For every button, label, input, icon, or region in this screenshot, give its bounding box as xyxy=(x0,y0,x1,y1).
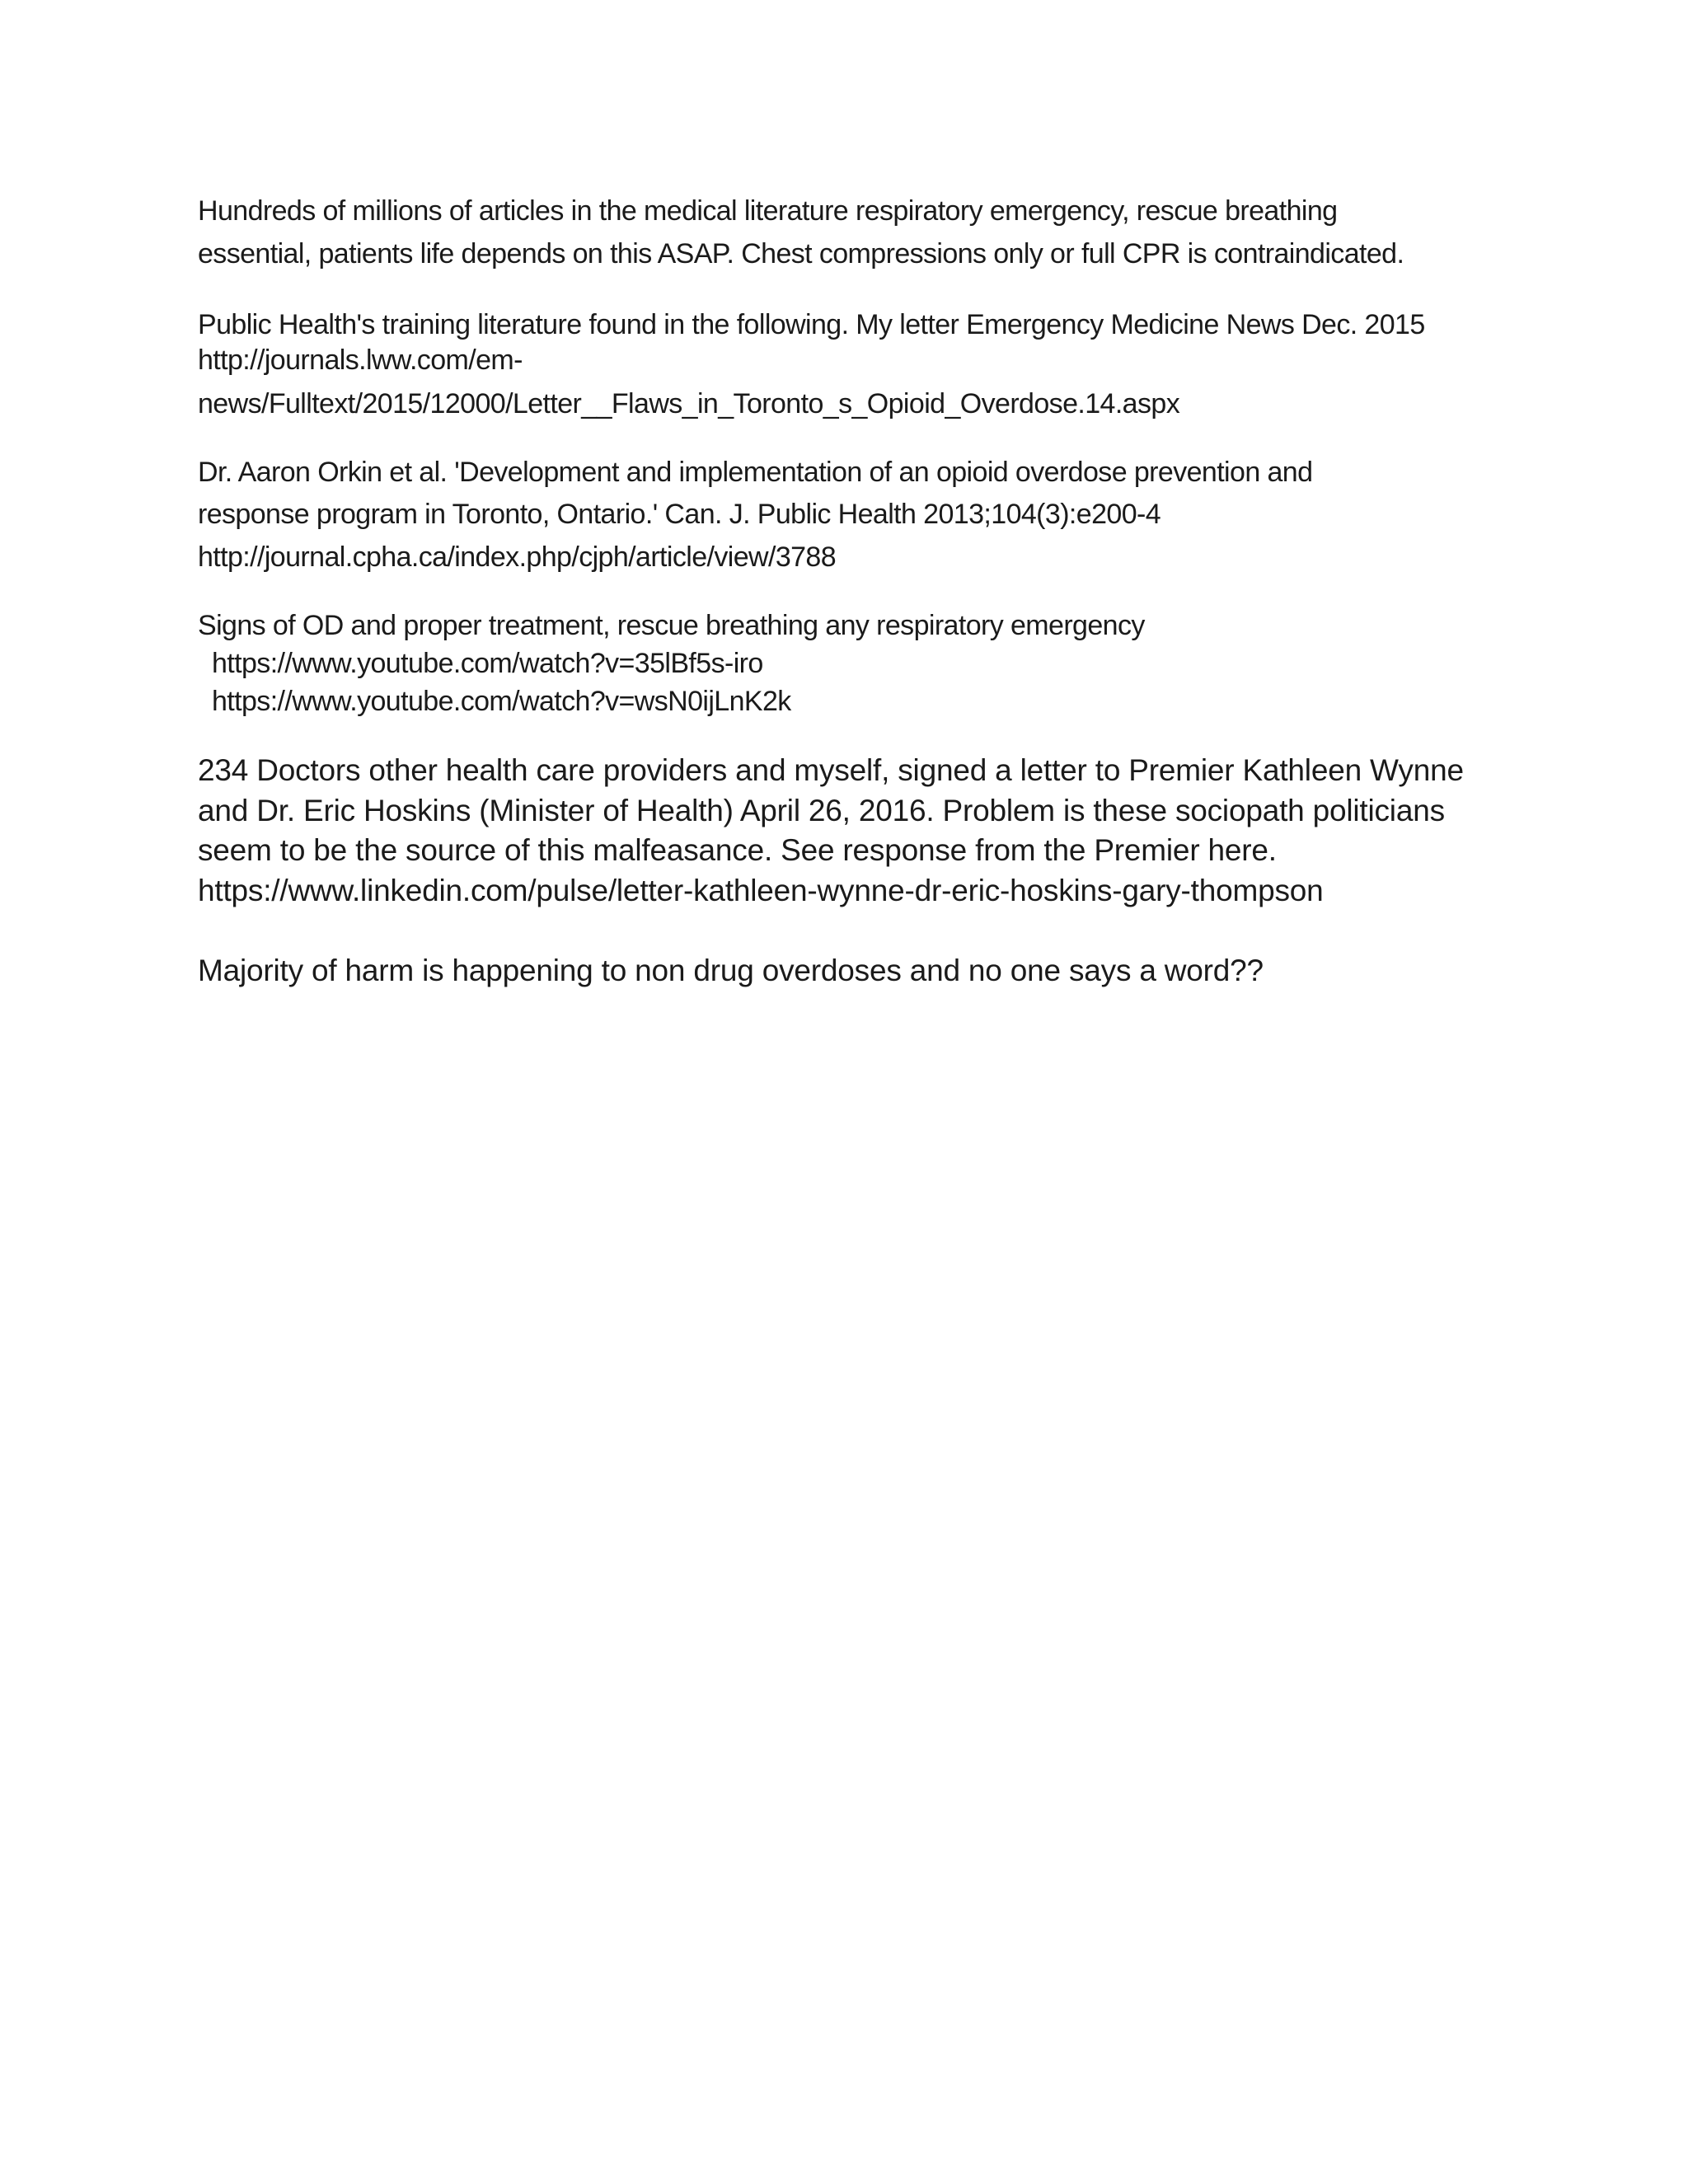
body-text-line: Dr. Aaron Orkin et al. 'Development and implementation of an opioid overdose prevention and xyxy=(198,457,1313,488)
url-text: http://journal.cpha.ca/index.php/cjph/article/view/3788 xyxy=(198,541,837,573)
url-text: https://www.youtube.com/watch?v=wsN0ijLnK2k xyxy=(212,686,791,717)
body-text-line: Public Health's training literature found in the following. My letter Emergency Medicine News Dec. 2015 xyxy=(198,309,1425,340)
body-text-line: seem to be the source of this malfeasance. See response from the Premier here. xyxy=(198,833,1277,867)
url-text: http://journals.lww.com/em- xyxy=(198,344,523,376)
url-text: https://www.youtube.com/watch?v=35lBf5s-iro xyxy=(212,648,763,679)
body-text-line: 234 Doctors other health care providers and myself, signed a letter to Premier Kathleen Wynne xyxy=(198,753,1464,787)
body-text-line: and Dr. Eric Hoskins (Minister of Health) April 26, 2016. Problem is these sociopath politicians xyxy=(198,794,1445,827)
url-text: news/Fulltext/2015/12000/Letter__Flaws_in_Toronto_s_Opioid_Overdose.14.aspx xyxy=(198,388,1180,419)
body-text-line: essential, patients life depends on this ASAP. Chest compressions only or full CPR is contraindicated. xyxy=(198,238,1404,269)
url-text: https://www.linkedin.com/pulse/letter-kathleen-wynne-dr-eric-hoskins-gary-thompson xyxy=(198,874,1324,907)
body-text-line: Signs of OD and proper treatment, rescue breathing any respiratory emergency xyxy=(198,610,1145,641)
body-text-line: Majority of harm is happening to non drug overdoses and no one says a word?? xyxy=(198,954,1264,987)
body-text-line: Hundreds of millions of articles in the medical literature respiratory emergency, rescue breathing xyxy=(198,195,1338,227)
body-text-line: response program in Toronto, Ontario.' Can. J. Public Health 2013;104(3):e200-4 xyxy=(198,499,1161,530)
